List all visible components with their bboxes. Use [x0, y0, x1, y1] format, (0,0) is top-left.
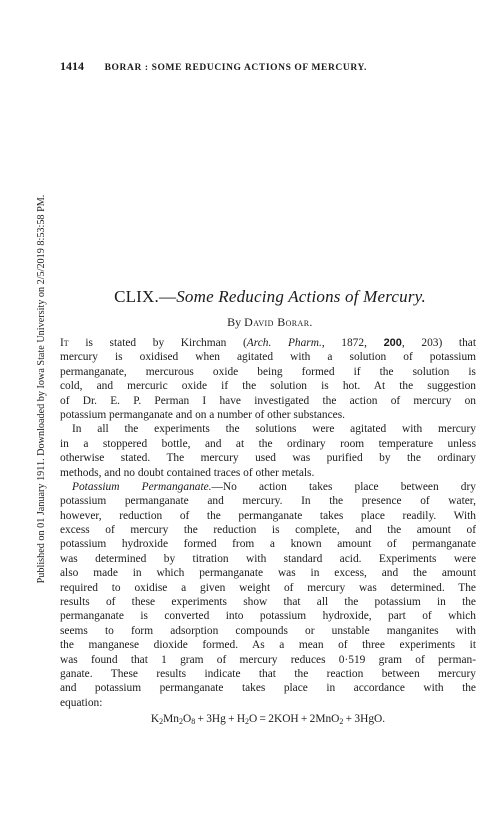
subscript: 2 [159, 717, 164, 727]
styled-run: Arch. Pharm. [246, 337, 322, 349]
subscript: 2 [178, 717, 183, 727]
styled-run: It [60, 337, 69, 349]
text-line: mercury is oxidised when agitated with a solution of potassium [60, 351, 476, 364]
text-line: methods, and no doubt contained traces of other metals. [60, 466, 315, 479]
article-body [60, 336, 476, 727]
subscript: 2 [245, 717, 250, 727]
text-line: also made in which permanganate was in excess, and the amount [60, 567, 476, 580]
text-line: was found that 1 gram of mercury reduces 0·519 gram of perman- [60, 653, 476, 666]
text-line: equation: [60, 696, 103, 709]
text-line: permanganate, mercurous oxide being formed if the solution is [60, 365, 476, 378]
text-line: ganate. These results indicate that the reaction between mercury [60, 667, 476, 680]
text-line: potassium hydroxide formed from a known amount of permanganate [60, 538, 476, 551]
text-line: was determined by titration with standard acid. Experiments were [60, 552, 476, 565]
text-line: permanganate is converted into potassium hydroxide, part of which [60, 610, 476, 623]
running-head [60, 58, 460, 74]
paragraph-3 [60, 480, 476, 710]
author-name: David Borar. [244, 315, 313, 329]
text-line: potassium permanganate and mercury. In the presence of water, [60, 495, 476, 508]
styled-run: Potassium Permanganate. [72, 480, 212, 493]
paragraph-2 [60, 422, 476, 480]
chemical-equation [60, 712, 476, 727]
text-line: potassium permanganate and on a number of other substances. [60, 408, 345, 421]
text-line: the manganese dioxide formed. As a mean of three experiments it [60, 639, 476, 652]
page-number: 1414 [60, 59, 84, 73]
paragraph-1 [60, 336, 476, 422]
byline [60, 314, 480, 330]
running-title: BORAR : SOME REDUCING ACTIONS OF MERCURY. [104, 63, 368, 73]
styled-run: 200 [383, 337, 402, 349]
text-line: and potassium permanganate takes place in accordance with the [60, 682, 476, 695]
download-watermark [0, 0, 47, 815]
text-line: excess of mercury the reduction is complete, and the amount of [60, 524, 476, 537]
title-dash: — [158, 287, 177, 306]
subscript: 8 [191, 717, 196, 727]
text-line: In all the experiments the solutions were agitated with mercury [72, 423, 476, 436]
text-line: Potassium Permanganate.—No action takes place between dry [72, 480, 476, 493]
text-line: otherwise stated. The mercury used was purified by the ordinary [60, 452, 476, 465]
text-line: It is stated by Kirchman (Arch. Pharm., 1872, 200, 203) that [60, 337, 476, 349]
text-line: cold, and mercuric oxide if the solution is hot. At the suggestion [60, 380, 476, 393]
subscript: 2 [339, 717, 344, 727]
text-line: results of these experiments show that all the potassium in the [60, 596, 476, 609]
equation-text: $K_2Mn_2O_8 + 3Hg + H_2O = 2KOH + 2MnO_2 + 3HgO$. [150, 713, 386, 727]
text-line: however, reduction of the permanganate takes place readily. With [60, 509, 476, 522]
text-line: seems to form adsorption compounds or unstable manganites with [60, 624, 476, 637]
article-title-text: Some Reducing Actions of Mercury. [176, 287, 426, 306]
article-title [60, 286, 480, 308]
article-number: CLIX. [114, 287, 159, 306]
text-line: required to oxidise a given weight of mercury was determined. The [60, 581, 476, 594]
byline-by: By [227, 315, 242, 329]
watermark-text: Published on 01 January 1911. Downloaded by Iowa State University on 2/5/2019 8:53:58 PM. [36, 194, 47, 584]
text-line: in a stoppered bottle, and at the ordinary room temperature unless [60, 437, 476, 450]
text-line: of Dr. E. P. Perman I have investigated the action of mercury on [60, 394, 476, 407]
